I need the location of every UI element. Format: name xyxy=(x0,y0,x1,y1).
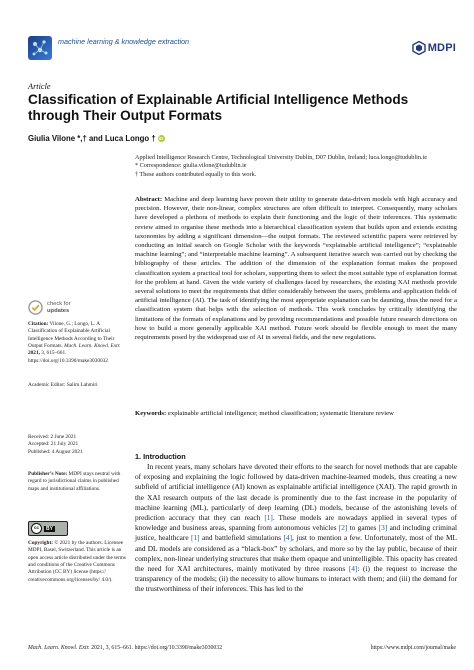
abstract-label: Abstract: xyxy=(135,196,163,203)
orcid-icon[interactable]: iD xyxy=(158,136,164,141)
intro-text-7: : (i) the request to increase the transparency of the models; (ii) the necessity to allow humans to interact with them; and (iii) the demand for the trustworthiness of their inferences. This has led to the xyxy=(135,564,457,594)
footer-doi[interactable]: 2021, 3, 615–661. https://doi.org/10.3390/make3030032 xyxy=(91,645,223,651)
copyright-block xyxy=(28,540,126,584)
intro-text-4: and including criminal justice, healthcare xyxy=(135,523,458,543)
footer-url[interactable]: https://www.mdpi.com/journal/make xyxy=(370,645,456,651)
abstract xyxy=(135,195,457,342)
article-title: Classification of Explainable Artificial Intelligence Methods through Their Output Formats xyxy=(28,92,409,123)
citation-label: Citation: xyxy=(28,321,49,327)
intro-text-5: and battlefield simulations xyxy=(199,533,284,543)
journal-logo-graphic-icon xyxy=(28,36,52,60)
keywords xyxy=(135,409,457,418)
received-date: Received: 2 June 2021 xyxy=(28,434,77,440)
introduction-paragraph xyxy=(135,462,457,595)
affiliations xyxy=(135,154,455,179)
journal-logo xyxy=(28,36,52,60)
published-date: Published: 4 August 2021 xyxy=(28,448,83,455)
intro-text-2: . These models are nowadays applied in several types of knowledge and business areas, spanning from autonomous vehicles xyxy=(135,513,457,533)
citation-journal: Mach. Learn. Knowl. Extr. xyxy=(64,343,121,350)
journal-name: machine learning & knowledge extraction xyxy=(58,37,190,46)
mdpi-logo xyxy=(412,41,456,55)
accepted-date: Accepted: 21 July 2021 xyxy=(28,441,79,448)
article-type-label: Article xyxy=(28,82,51,91)
footer-journal: Mach. Learn. Knowl. Extr. xyxy=(28,645,90,651)
citation-block xyxy=(28,321,126,365)
reference-link[interactable]: [4] xyxy=(348,564,358,574)
check-updates-line2: updates xyxy=(47,307,70,314)
publisher-note-text: MDPI stays neutral with regard to jurisdictional claims in published maps and institutional affiliations. xyxy=(28,471,121,492)
intro-text-6: , just to mention a few. Unfortunately, most of the ML and DL models are considered as a “black-box” by scholars, and more so by the lay public, because of their complex, non-linear underlying structures that make them opaque and unintelligible. This opacity has created the need for XAI architectures, mainly motivated by three reasons xyxy=(135,533,457,574)
check-updates-icon xyxy=(28,300,43,315)
page-footer xyxy=(28,645,456,651)
intro-text-1: In recent years, many scholars have devoted their efforts to the search for novel methods that are capable of exposing and explaining the logic followed by data-driven machine-learned models, thus creating a new subfield of artificial intelligence (AI) known as explainable artificial intelligence (XAI). The rapid growth in the XAI research outputs of the last decade is prominently due to the fast increase in the popularity of machine learning (ML), particularly of deep learning (DL) models, because of the astonishing levels of prediction accuracy that they can reach xyxy=(135,462,457,523)
author-line xyxy=(28,134,165,143)
keywords-label: Keywords: xyxy=(135,410,167,417)
author-names: Giulia Vilone *,† and Luca Longo † xyxy=(28,134,156,143)
keywords-text: explainable artificial intelligence; method classification; systematic literature review xyxy=(167,410,394,417)
abstract-text: Machine and deep learning have proven their utility to generate data-driven models with high accuracy and precision. However, their non-linear, complex structures are often difficult to interpret. Consequently, many scholars have developed a plethora of methods to explain their functioning and the logic of their inferences. This systematic review aimed to organise these methods into a hierarchical classification system that builds upon and extends existing taxonomies by adding a significant dimension—the output formats. The reviewed scientific papers were retrieved by conducting an initial search on Google Scholar with the keywords “explainable artificial intelligence”; “explainable machine learning”; and “interpretable machine learning”. A subsequent iterative search was carried out by checking the bibliography of these articles. The addition of the dimension of the explanation format makes the proposed classification system a practical tool for scholars, supporting them to select the most suitable type of explanation format for the problem at hand. Given the wide variety of challenges faced by researchers, the existing XAI methods provide several solutions to meet the requirements that differ considerably between the users, problems and application fields of artificial intelligence (AI). The task of identifying the most appropriate explanation can be daunting, thus the need for a classification system that helps with the selection of methods. This work concludes by critically identifying the limitations of the formats of explanations and by providing recommendations and possible future research directions on how to build a more generally applicable XAI method. Future work should be flexible enough to meet the many requirements posed by the widespread use of AI in several fields, and the new regulations. xyxy=(135,196,458,342)
cc-license-badge[interactable] xyxy=(28,521,68,536)
copyright-label: Copyright: xyxy=(28,540,54,546)
affiliation-text: Applied Intelligence Research Centre, Technological University Dublin, D07 Dublin, Ireland; luca.longo@tudublin.ie xyxy=(135,154,427,161)
publisher-note xyxy=(28,471,126,493)
citation-volume[interactable]: 3, 615–661. https://doi.org/10.3390/make3030032 xyxy=(28,350,108,364)
check-updates-text xyxy=(47,301,71,313)
section-heading-introduction: 1. Introduction xyxy=(135,452,186,461)
dates-block xyxy=(28,434,126,456)
reference-link[interactable]: [1] xyxy=(264,513,273,523)
publisher-note-label: Publisher’s Note: xyxy=(28,471,68,477)
creative-commons-icon: cc xyxy=(31,523,42,534)
equal-contribution-note: † These authors contributed equally to this work. xyxy=(135,170,257,178)
check-updates-line1: check for xyxy=(47,301,71,308)
reference-link[interactable]: [4] xyxy=(283,533,293,543)
mdpi-wordmark: MDPI xyxy=(427,42,456,54)
mdpi-hexagon-icon xyxy=(412,41,426,55)
copyright-text: © 2021 by the authors. Licensee MDPI, Basel, Switzerland. This article is an open access article distributed under the terms and conditions of the Creative Commons Attribution (CC BY) license (https:// creativecommons.org/licenses/by/ 4.0/). xyxy=(28,540,126,583)
intro-text-3: to games xyxy=(347,523,379,533)
cc-by-label: BY xyxy=(46,525,53,532)
academic-editor: Academic Editor: Salim Lahmiri xyxy=(28,382,98,388)
reference-link[interactable]: [2] xyxy=(338,523,348,533)
citation-year: 2021, xyxy=(28,350,40,357)
check-for-updates[interactable] xyxy=(28,300,71,315)
citation-text: Vilone, G.; Longo, L. A Classification of Explainable Artificial Intelligence Methods According to Their Output Formats. xyxy=(28,321,115,350)
correspondence-text: * Correspondence: giulia.vilone@tudublin.ie xyxy=(135,162,247,170)
reference-link[interactable]: [3] xyxy=(378,523,388,533)
footer-citation xyxy=(28,645,222,651)
reference-link[interactable]: [1] xyxy=(191,533,200,543)
